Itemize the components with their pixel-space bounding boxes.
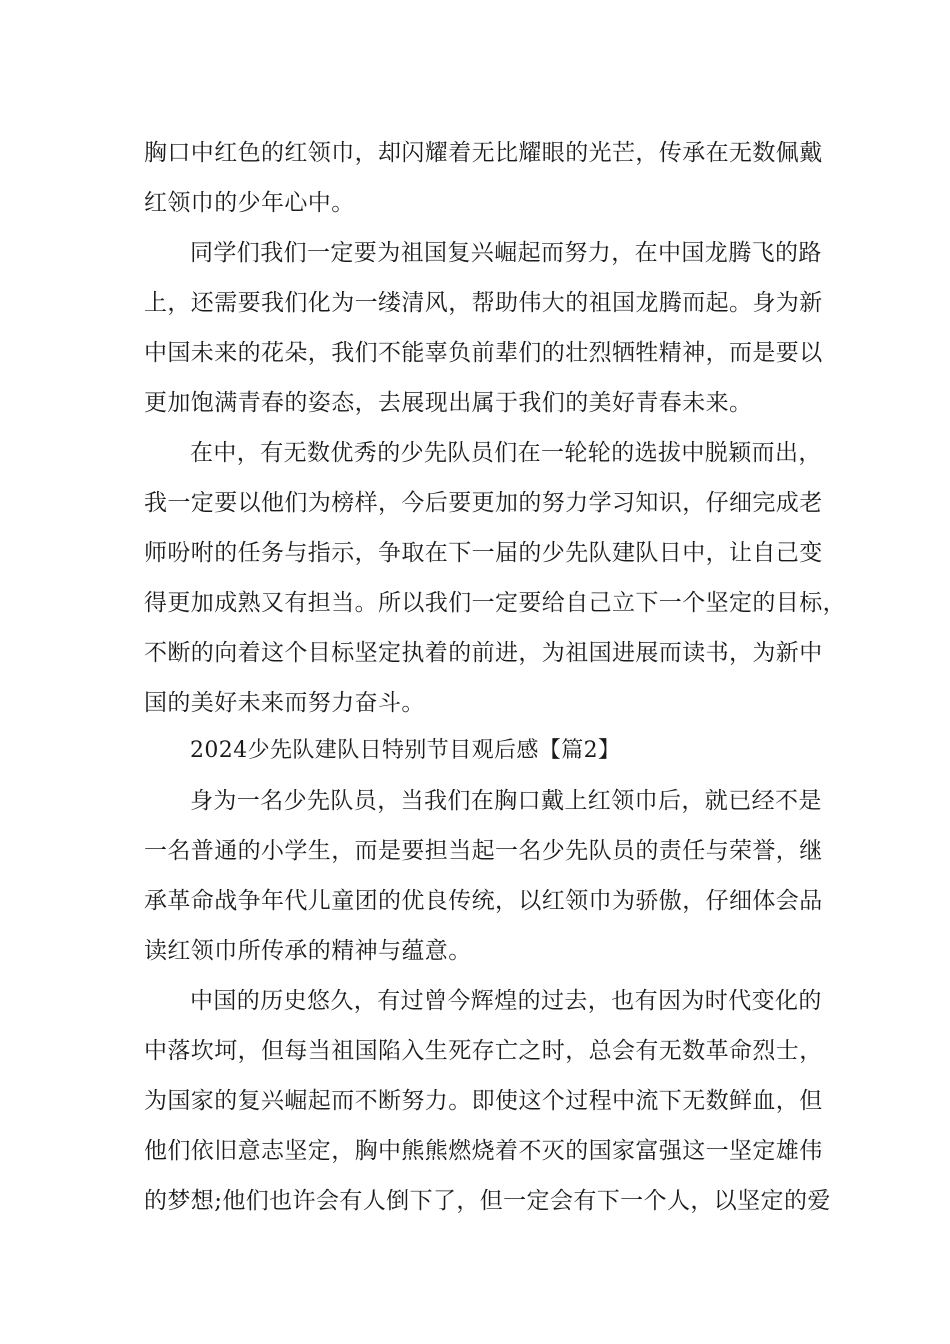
- text-line: 的梦想;他们也许会有人倒下了，但一定会有下一个人，以坚定的爱: [144, 1188, 831, 1214]
- text-line: 上，还需要我们化为一缕清风，帮助伟大的祖国龙腾而起。身为新: [144, 290, 823, 316]
- text-line: 胸口中红色的红领巾，却闪耀着无比耀眼的光芒，传承在无数佩戴: [144, 140, 823, 166]
- text-line: 读红领巾所传承的精神与蕴意。: [144, 938, 472, 964]
- paragraph-first-line: 中国的历史悠久，有过曾今辉煌的过去，也有因为时代变化的: [190, 988, 822, 1014]
- text-line: 他们依旧意志坚定，胸中熊熊燃烧着不灭的国家富强这一坚定雄伟: [144, 1138, 823, 1164]
- text-line: 国的美好未来而努力奋斗。: [144, 690, 425, 716]
- text-line: 一名普通的小学生，而是要担当起一名少先队员的责任与荣誉，继: [144, 838, 823, 864]
- paragraph-first-line: 同学们我们一定要为祖国复兴崛起而努力，在中国龙腾飞的路: [190, 240, 822, 266]
- text-line: 得更加成熟又有担当。所以我们一定要给自己立下一个坚定的目标，: [144, 590, 846, 616]
- text-line: 中国未来的花朵，我们不能辜负前辈们的壮烈牺牲精神，而是要以: [144, 340, 823, 366]
- text-line: 承革命战争年代儿童团的优良传统，以红领巾为骄傲，仔细体会品: [144, 888, 823, 914]
- paragraph-first-line: 身为一名少先队员，当我们在胸口戴上红领巾后，就已经不是: [190, 788, 822, 814]
- text-line: 红领巾的少年心中。: [144, 190, 355, 216]
- text-line: 我一定要以他们为榜样，今后要更加的努力学习知识，仔细完成老: [144, 490, 823, 516]
- paragraph-first-line: 在中，有无数优秀的少先队员们在一轮轮的选拔中脱颖而出，: [190, 440, 822, 466]
- text-line: 师吩咐的任务与指示，争取在下一届的少先队建队日中，让自己变: [144, 540, 823, 566]
- text-line: 为国家的复兴崛起而不断努力。即使这个过程中流下无数鲜血，但: [144, 1088, 823, 1114]
- text-line: 不断的向着这个目标坚定执着的前进，为祖国进展而读书，为新中: [144, 640, 823, 666]
- section-heading: 2024少先队建队日特别节目观后感【篇2】: [190, 738, 621, 763]
- text-line: 中落坎坷，但每当祖国陷入生死存亡之时，总会有无数革命烈士，: [144, 1038, 823, 1064]
- text-line: 更加饱满青春的姿态，去展现出属于我们的美好青春未来。: [144, 390, 753, 416]
